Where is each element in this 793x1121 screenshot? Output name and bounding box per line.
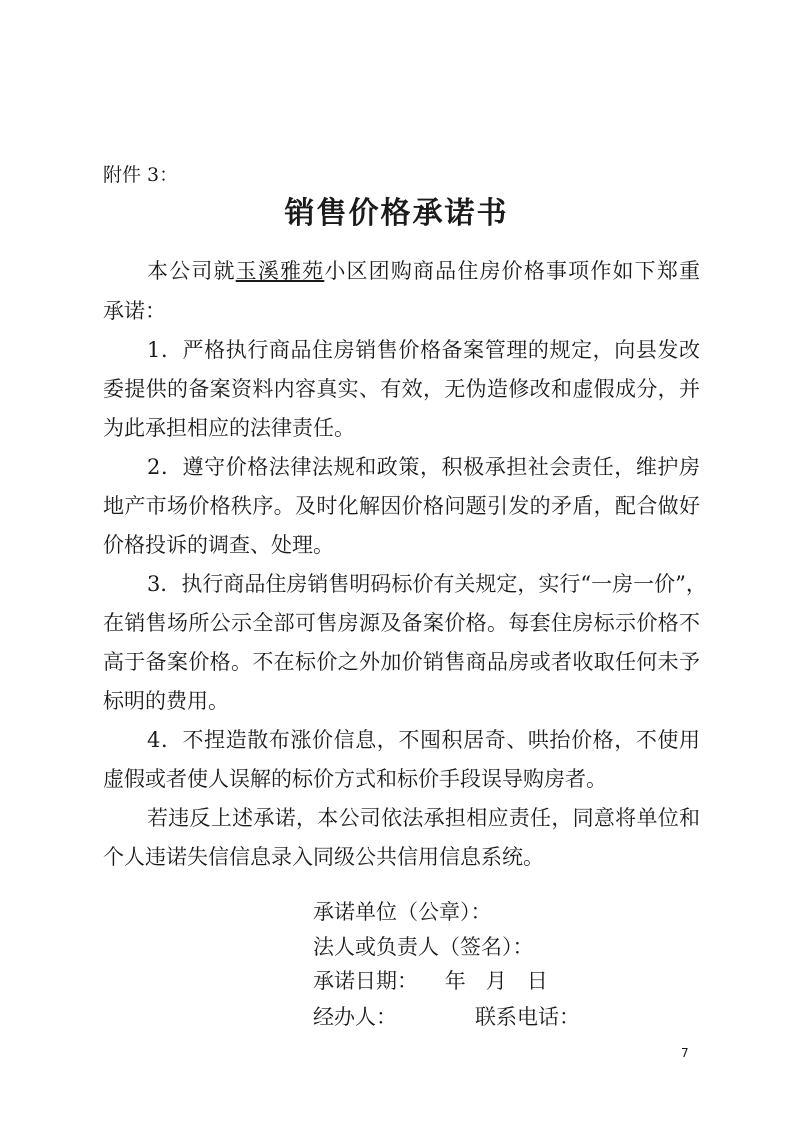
paragraph-line: 4．不捏造散布涨价信息，不囤积居奇、哄抬价格，不使用 — [147, 728, 700, 752]
signature-unit: 承诺单位（公章）： — [313, 900, 492, 924]
paragraph-line: 地产市场价格秩序。及时化解因价格问题引发的矛盾，配合做好 — [103, 494, 700, 518]
page-number: 7 — [681, 1046, 689, 1060]
paragraph-line: 在销售场所公示全部可售房源及备案价格。每套住房标示价格不 — [103, 611, 700, 635]
paragraph-line: 委提供的备案资料内容真实、有效，无伪造修改和虚假成分，并 — [103, 377, 700, 401]
attachment-label: 附件 3： — [103, 164, 179, 186]
project-name: 玉溪雅苑 — [235, 259, 325, 283]
intro-line: 承诺： — [103, 299, 166, 323]
intro-text: 本公司就 — [147, 259, 236, 283]
paragraph-line: 3．执行商品住房销售明码标价有关规定，实行“一房一价”， — [147, 572, 707, 596]
signature-date: 承诺日期： 年 月 日 — [313, 969, 548, 993]
signature-phone: 联系电话： — [475, 1005, 580, 1029]
document-title: 销售价格承诺书 — [284, 196, 509, 231]
intro-line — [147, 258, 700, 284]
paragraph-line: 为此承担相应的法律责任。 — [103, 416, 355, 440]
paragraph-line: 若违反上述承诺，本公司依法承担相应责任，同意将单位和 — [147, 806, 700, 830]
signature-handler: 经办人： — [313, 1005, 397, 1029]
paragraph-line: 虚假或者使人误解的标价方式和标价手段误导购房者。 — [103, 767, 607, 791]
paragraph-line: 1．严格执行商品住房销售价格备案管理的规定，向县发改 — [147, 338, 700, 362]
paragraph-line: 2．遵守价格法律法规和政策，积极承担社会责任，维护房 — [147, 455, 700, 479]
paragraph-line: 价格投诉的调查、处理。 — [103, 533, 334, 557]
signature-legal-rep: 法人或负责人（签名）： — [313, 935, 534, 959]
paragraph-line: 个人违诺失信信息录入同级公共信用信息系统。 — [103, 845, 544, 869]
paragraph-line: 高于备案价格。不在标价之外加价销售商品房或者收取任何未予 — [103, 650, 700, 674]
paragraph-line: 标明的费用。 — [103, 689, 229, 713]
intro-text: 小区团购商品住房价格事项作如下郑重 — [324, 259, 701, 283]
